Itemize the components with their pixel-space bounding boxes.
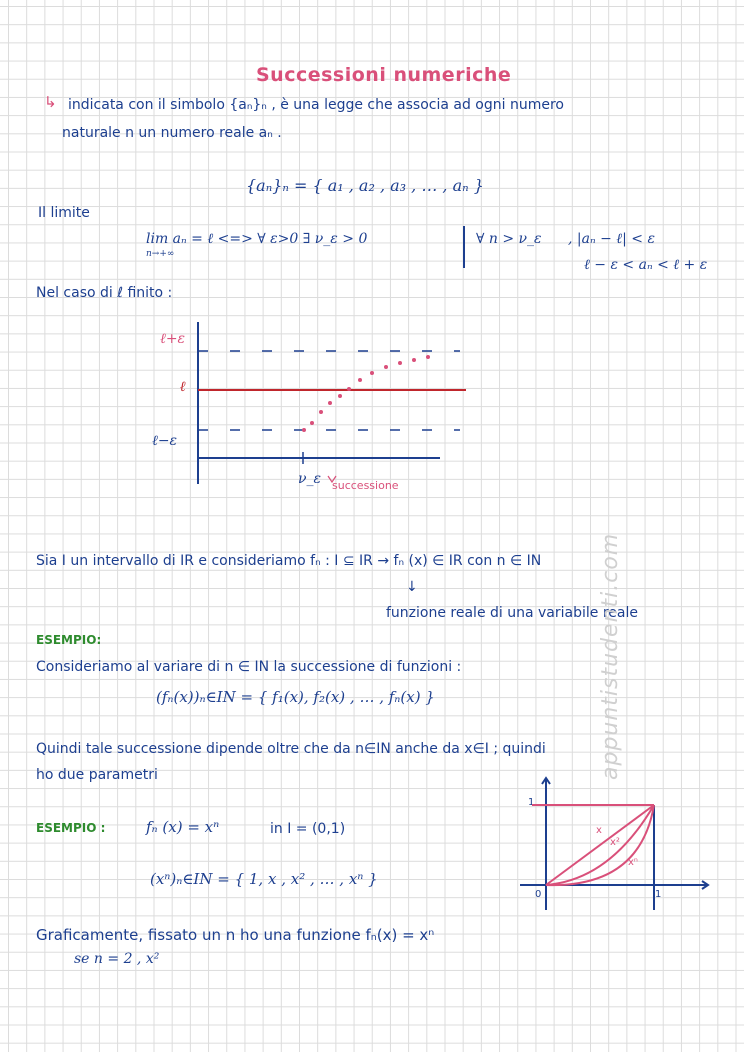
example2-tag: ESEMPIO : — [36, 821, 106, 835]
example2-function: fₙ (x) = xⁿ — [146, 818, 220, 836]
graph2 — [520, 778, 708, 910]
graph2-curve-label-x2: x² — [610, 837, 620, 848]
graph1-upper-label: ℓ+ε — [160, 331, 186, 347]
limit-subscript: n→+∞ — [146, 249, 175, 259]
graph2-curve-x — [546, 805, 654, 885]
limit-formula: lim aₙ = ℓ <=> ∀ ε>0 ∃ ν_ε > 0 — [146, 231, 368, 247]
interval-arrow: ↓ — [406, 579, 418, 595]
example2-interval: in I = (0,1) — [270, 821, 346, 837]
graph2-curve-label-xn: xⁿ — [628, 857, 638, 868]
interval-note: funzione reale di una variabile reale — [386, 605, 638, 621]
interval-line: Sia I un intervallo di IR e consideriamo fₙ : I ⊆ IR → fₙ (x) ∈ IR con n ∈ IN — [36, 553, 542, 569]
intro-line-2: naturale n un numero reale aₙ . — [62, 125, 282, 141]
example1-formula: (fₙ(x))ₙ∈IN = { f₁(x), f₂(x) , … , fₙ(x) } — [156, 688, 435, 706]
closing-line-1: Graficamente, fissato un n ho una funzione fₙ(x) = xⁿ — [36, 926, 435, 944]
limit-inequality: ℓ − ε < aₙ < ℓ + ε — [584, 257, 708, 273]
limit-condition: ∀ n > ν_ε — [476, 231, 542, 247]
graph1-sequence-dots — [302, 355, 430, 432]
graph1-x-label: ν_ε — [298, 471, 322, 487]
graph1-seq-arrow — [328, 476, 336, 482]
graph1-lower-label: ℓ−ε — [152, 433, 178, 449]
graph2-x-label: 1 — [655, 889, 662, 900]
graph1-seq-label: successione — [332, 479, 399, 492]
example1-tag: ESEMPIO: — [36, 633, 102, 647]
depends-line-1: Quindi tale successione dipende oltre che da n∈IN anche da x∈I ; quindi — [36, 741, 546, 757]
graph2-y-label: 1 — [528, 797, 535, 808]
depends-line-2: ho due parametri — [36, 767, 158, 783]
intro-arrow: ↳ — [44, 93, 57, 111]
limit-label: Il limite — [38, 205, 90, 221]
example1-line: Consideriamo al variare di n ∈ IN la successione di funzioni : — [36, 659, 462, 675]
graph2-curve-label-x: x — [596, 825, 602, 836]
graph2-origin: 0 — [535, 889, 542, 900]
closing-line-2: se n = 2 , x² — [74, 951, 160, 967]
set-definition: {aₙ}ₙ = { a₁ , a₂ , a₃ , … , aₙ } — [246, 176, 484, 195]
limit-abs: , |aₙ − ℓ| < ε — [568, 231, 655, 247]
page-title: Successioni numeriche — [256, 64, 512, 86]
example2-sequence: (xⁿ)ₙ∈IN = { 1, x , x² , … , xⁿ } — [150, 870, 378, 888]
graph1-limit-label: ℓ — [180, 379, 186, 395]
watermark: appuntistudenti.com — [598, 532, 623, 780]
intro-line-1: indicata con il simbolo {aₙ}ₙ , è una legge che associa ad ogni numero — [68, 97, 564, 113]
finite-case-text: Nel caso di ℓ finito : — [36, 285, 173, 301]
